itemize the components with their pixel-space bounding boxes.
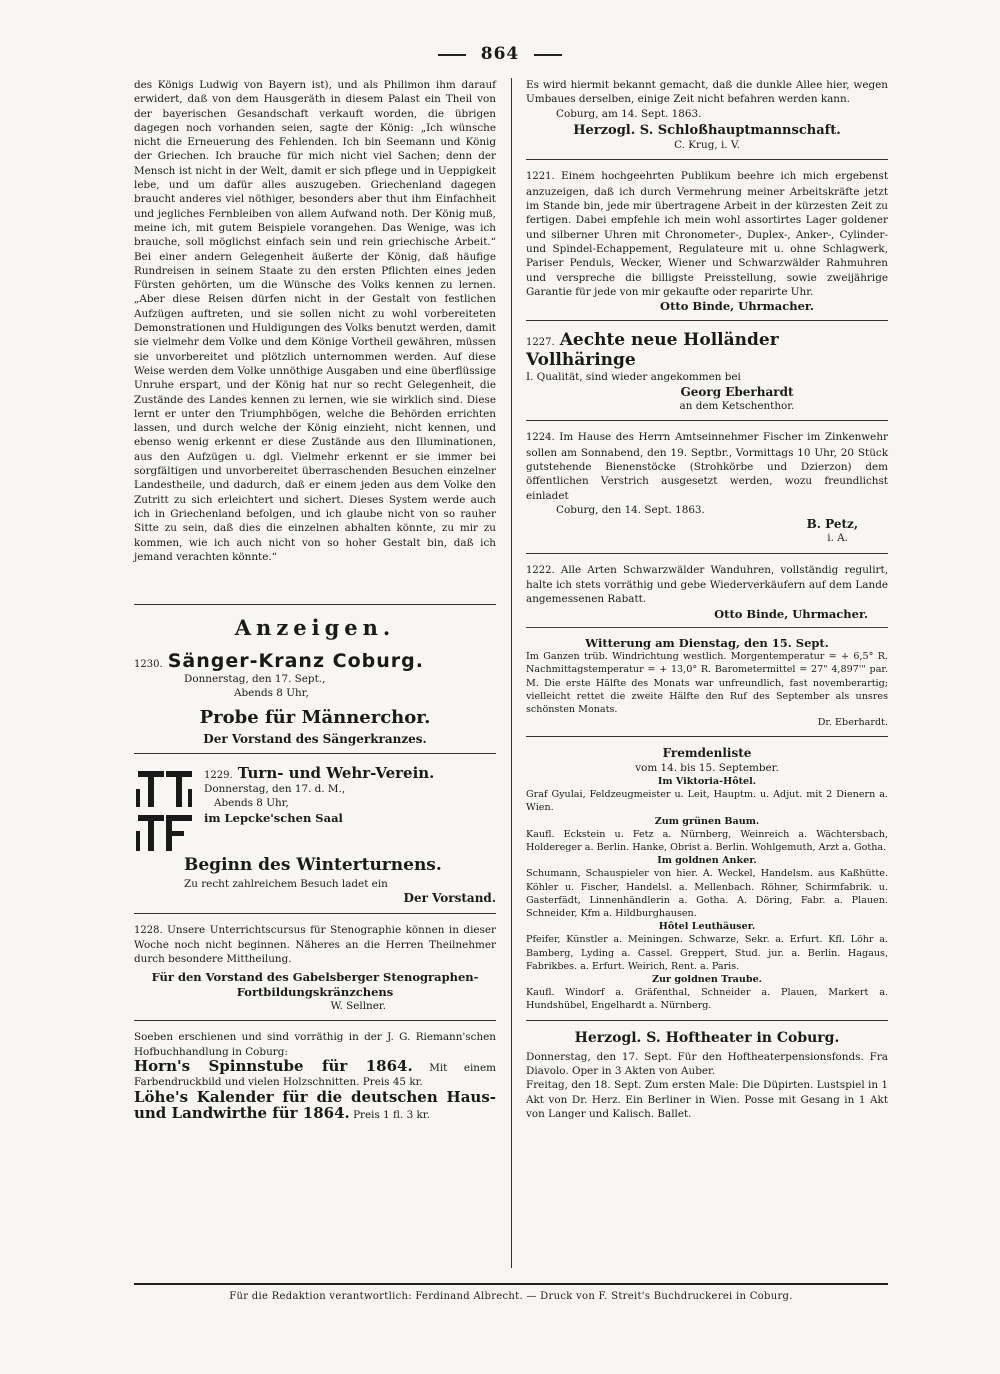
divider [526,159,888,160]
ad-line: Abends 8 Uhr, [234,687,309,700]
ad-1229 [134,763,496,906]
ad-signer: W. Sellner. [330,1000,386,1013]
theater-line: Freitag, den 18. Sept. Zum ersten Male: Die Düpirten. Lustspiel in 1 Akt von Dr. Herz. Ein Berliner in Wien. Posse mit Gesang in 1 Akt von Langer und Kalisch. Ballet. [526,1079,888,1120]
book-title: Löhe's Kalender für die deutschen Haus- und Landwirthe für 1864. [134,1087,496,1122]
ad-signer: B. Petz, [806,517,858,532]
ad-1222 [526,563,888,621]
divider [526,627,888,628]
ad-number: 1229. [204,769,233,781]
ad-number: 1230. [134,659,163,671]
ad-number: 1228. [134,924,163,936]
hotel-name: Im goldnen Anker. [657,855,757,867]
ad-signature: Otto Binde, Uhrmacher. [660,299,814,314]
ad-line: im Lepcke'schen Saal [204,810,343,825]
hotel-name: Zur goldnen Traube. [651,974,763,986]
anzeigen-heading: Anzeigen. [234,615,396,641]
divider [526,320,888,321]
ad-text: Soeben erschienen und sind vorräthig in der J. G. Riemann'schen Hofbuchhandlung in Coburg: [134,1031,496,1058]
ad-1221 [526,169,888,313]
ad-signature: Otto Binde, Uhrmacher. [714,606,868,621]
ad-text: Unsere Unterrichtscursus für Stenographie können in dieser Woche noch nicht beginnen. Näheres an die Herren Theilnehmer durch besondere Mittheilung. [134,923,496,966]
ad-place-date: Coburg, den 14. Sept. 1863. [556,503,705,516]
ad-books [134,1030,496,1122]
ad-headline: Beginn des Winterturnens. [184,854,442,875]
ad-line: Donnerstag, den 17. d. M., [204,782,346,795]
page-number-header [0,44,1000,64]
ad-number: 1221. [526,171,555,183]
hotel-entry [526,815,888,855]
theater-program [526,1030,888,1121]
hotel-name: Hôtel Leuthäuser. [658,921,756,933]
notice-signer: C. Krug, i. V. [674,139,740,152]
footer-rule [134,1283,888,1285]
divider [134,753,496,754]
hotel-name: Im Viktoria-Hôtel. [657,776,757,788]
hotel-entry [526,973,888,1013]
ad-headline: Probe für Männerchor. [199,706,431,728]
weather-report [526,636,888,730]
ad-text: Alle Arten Schwarzwälder Wanduhren, vollständig regulirt, halte ich stets vorräthig und gebe Wiederverkäufern auf dem Lande angemessenen Rabatt. [526,563,888,606]
left-column [134,78,496,1122]
ad-seller: Georg Eberhardt [680,384,794,399]
ad-signature: Der Vorstand des Sängerkranzes. [203,731,427,746]
theater-line: Donnerstag, den 17. Sept. Für den Hoftheaterpensionsfonds. Fra Diavolo. Oper in 3 Akten von Auber. [526,1050,888,1077]
divider [134,604,496,605]
hotel-entry [526,775,888,815]
hotel-entry [526,920,888,973]
theater-title: Herzogl. S. Hoftheater in Coburg. [574,1029,840,1046]
ad-line: Donnerstag, den 17. Sept., [184,673,326,686]
ad-1227 [526,330,888,413]
hotel-guests: Pfeifer, Künstler a. Meiningen. Schwarze, Sekr. a. Erfurt. Kfl. Löhr a. Bamberg, Lyding a. Cassel. Greppert, Stud. jur. a. Berlin. Hagaus, Fabrikbes. a. Erfurt. Weirich, Rent. a. Paris. [526,934,888,972]
ad-title: Sänger-Kranz Coburg. [167,650,424,673]
right-column [526,78,888,1121]
ad-signature: Für den Vorstand des Gabelsberger Stenographen-Fortbildungskränzchens [151,970,479,999]
ad-1224 [526,430,888,545]
weather-signer: Dr. Eberhardt. [817,717,888,729]
divider [134,913,496,914]
ad-1228 [134,923,496,1014]
ad-1230 [134,650,496,746]
book-title: Horn's Spinnstube für 1864. [134,1056,413,1075]
ad-signer-note: i. A. [827,532,848,545]
header-dash-left [438,54,466,56]
ad-text: I. Qualität, sind wieder angekommen bei [526,371,741,384]
divider [134,1020,496,1021]
ad-title: Turn- und Wehr-Verein. [237,763,435,782]
ad-location: an dem Ketschenthor. [679,400,795,413]
ad-line: Zu recht zahlreichem Besuch ladet ein [184,877,388,890]
column-divider [511,78,512,1268]
hotel-guests: Schumann, Schauspieler von hier. A. Weckel, Handelsm. aus Kaßhütte. Köhler u. Fischer, Handelsl. a. Mellenbach. Röhner, Schirmfabrik. u. Gasterfädt, Linnenhändlerin a. Gotha. A. Döring, Fabr. a. Plauen. Schneider, Kfm a. Hildburghausen. [526,868,888,920]
weather-text: Im Ganzen trüb. Windrichtung westlich. Morgentemperatur = + 6,5° R. Nachmittagstemperatur = + 13,0° R. Barometermittel = 27" 4,897'" par. M. Die erste Hälfte des Monats war unfreundlich, fast novemberartig; vielleicht rettet die zweite Hälfte den Ruf des September als unsres schönsten Monats. [526,651,888,716]
hotel-name: Zum grünen Baum. [654,815,760,827]
ad-text: Im Hause des Herrn Amtseinnehmer Fischer im Zinkenwehr sollen am Sonnabend, den 19. Septbr., Vormittags 10 Uhr, 20 Stück gutstehende Bienenstöcke (Strohkörbe und Dzierzon) dem öffentlichen Verstrich ausgesetzt werden, wozu freundlichst einladet [526,431,888,502]
header-dash-right [534,54,562,56]
notice-text: Es wird hiermit bekannt gemacht, daß die dunkle Allee hier, wegen Umbaues derselben, einige Zeit nicht befahren werden kann. [526,79,888,106]
book-description: Mit einem Farbendruckbild und vielen Holzschnitten. Preis 45 kr. [134,1061,496,1089]
ad-number: 1222. [526,564,555,576]
hotel-entry [526,854,888,920]
footer-imprint: Für die Redaktion verantwortlich: Ferdinand Albrecht. — Druck von F. Streit's Buchdruckerei in Coburg. [229,1291,793,1302]
notice-place-date: Coburg, am 14. Sept. 1863. [556,107,702,120]
fremdenliste-dates: vom 14. bis 15. September. [635,761,779,774]
page-footer [134,1283,888,1302]
fremdenliste [526,746,888,1012]
book-price: Preis 1 fl. 3 kr. [353,1108,430,1121]
divider [526,420,888,421]
hotel-guests: Kaufl. Eckstein u. Fetz a. Nürnberg, Weinreich a. Wächtersbach, Holdereger a. Berlin. Hanke, Obrist a. Berlin. Wohlgemuth, Arzt a. Gotha. [526,828,888,854]
ad-number: 1227. [526,337,555,349]
hotel-guests: Graf Gyulai, Feldzeugmeister u. Leit, Hauptm. u. Adjut. mit 2 Dienern a. Wien. [526,789,888,814]
weather-title: Witterung am Dienstag, den 15. Sept. [585,635,829,650]
article-text: des Königs Ludwig von Bayern ist), und als Philimon ihm darauf erwidert, daß von dem Hausgeräth in diesem Palast ein Theil von der bayerischen Gesandschaft verkauft worden, die übrigen dagegen noch vorhanden seien, sagte der König: „Ich wünsche nicht die Erneuerung des Fehlenden. Ich bin Seemann und König der Griechen. Ich brauche für mich nicht viel Sachen; denn der Mensch ist nicht in der Welt, damit er sich pflege und in Ueppigkeit lebe, und um dafür alles auszugeben. Griechenland dagegen braucht anderes viel nöthiger, besonders aber thut ihm Einfachheit und jegliches Fernbleiben von allem Aufwand noth. Der König muß, meine ich, mit gutem Beispiele vorangehen. Das Wenige, was ich brauche, soll möglichst einfach sein und rein griechische Arbeit.“ Bei einer andern Gelegenheit äußerte der König, daß häufige Rundreisen in seinem Staate zu den ersten Pflichten eines jeden Fürsten gehörten, um die Wünsche des Volks kennen zu lernen. „Aber diese Reisen dürfen nicht in der Gestalt von festlichen Aufzügen auftreten, und sie sollen nicht zu wohl vorbereiteten Demonstrationen und Huldigungen des Volks benutzt werden, damit sie vielmehr dem Volke und dem Könige Vortheil gewähren, müssen sie unvorbereitet und plötzlich unternommen werden. Auf diese Weise werden dem Volke unnöthige Ausgaben und eine überflüssige Unruhe erspart, und der König hat nur so recht Gelegenheit, die Zustände des Landes kennen zu lernen, wie sie wirklich sind. Diese lernt er unter den Triumphbögen, welche die Behörden errichten lassen, und durch welche der König einzieht, nicht kennen, und ebenso wenig erkennt er diese Zustände aus den Illuminationen, aus den Aufzügen u. dgl. Vielmehr erkennt er sie immer bei sorgfältigen und unvorbereitet überraschenden Besuchen einzelner Landestheile, und dadurch, daß er einem jeden aus dem Volke den Zutritt zu sich erleichtert und sichert. Dieses System werde auch ich in Griechenland befolgen, und ich glaube nicht von so rauher Sitte zu sein, daß dies die einzelnen abhalten könnte, zu mir zu kommen, wie ich auch nicht von so hoher Gestalt bin, daß ich jemand verachten könnte.“ [134,79,496,563]
turnverein-logo-graphic [134,767,196,855]
page-number: 864 [480,44,520,64]
notice-allee [526,78,888,152]
notice-authority: Herzogl. S. Schloßhauptmannschaft. [573,122,841,138]
fremdenliste-title: Fremdenliste [662,746,752,761]
ad-number: 1224. [526,432,555,444]
ad-line: Abends 8 Uhr, [214,797,289,810]
divider [526,553,888,554]
turnverein-logo [134,767,196,855]
divider [526,1020,888,1021]
ad-text: Einem hochgeehrten Publikum beehre ich mich ergebenst anzuzeigen, daß ich durch Vermehrung meiner Arbeitskräfte jetzt im Stande bin, jede mir übertragene Arbeit in der kürzesten Zeit zu fertigen. Dabei empfehle ich mein wohl assortirtes Lager goldener und silberner Uhren mit Chronometer-, Duplex-, Anker-, Cylinder- und Spindel-Echappement, Regulateure mit u. ohne Schlagwerk, Pariser Penduls, Wecker, Wiener und Schwarzwälder Rahmuhren und verspreche die billigste Preisstellung, sowie zweijährige Garantie für jede von mir gekaufte oder reparirte Uhr. [526,170,888,298]
divider [526,736,888,737]
ad-signature: Der Vorstand. [403,891,496,906]
hotel-guests: Kaufl. Windorf a. Gräfenthal, Schneider a. Plauen, Markert a. Hundshübel, Engelhardt a. Nürnberg. [526,987,888,1012]
ad-title: Aechte neue Holländer Vollhäringe [526,330,779,371]
